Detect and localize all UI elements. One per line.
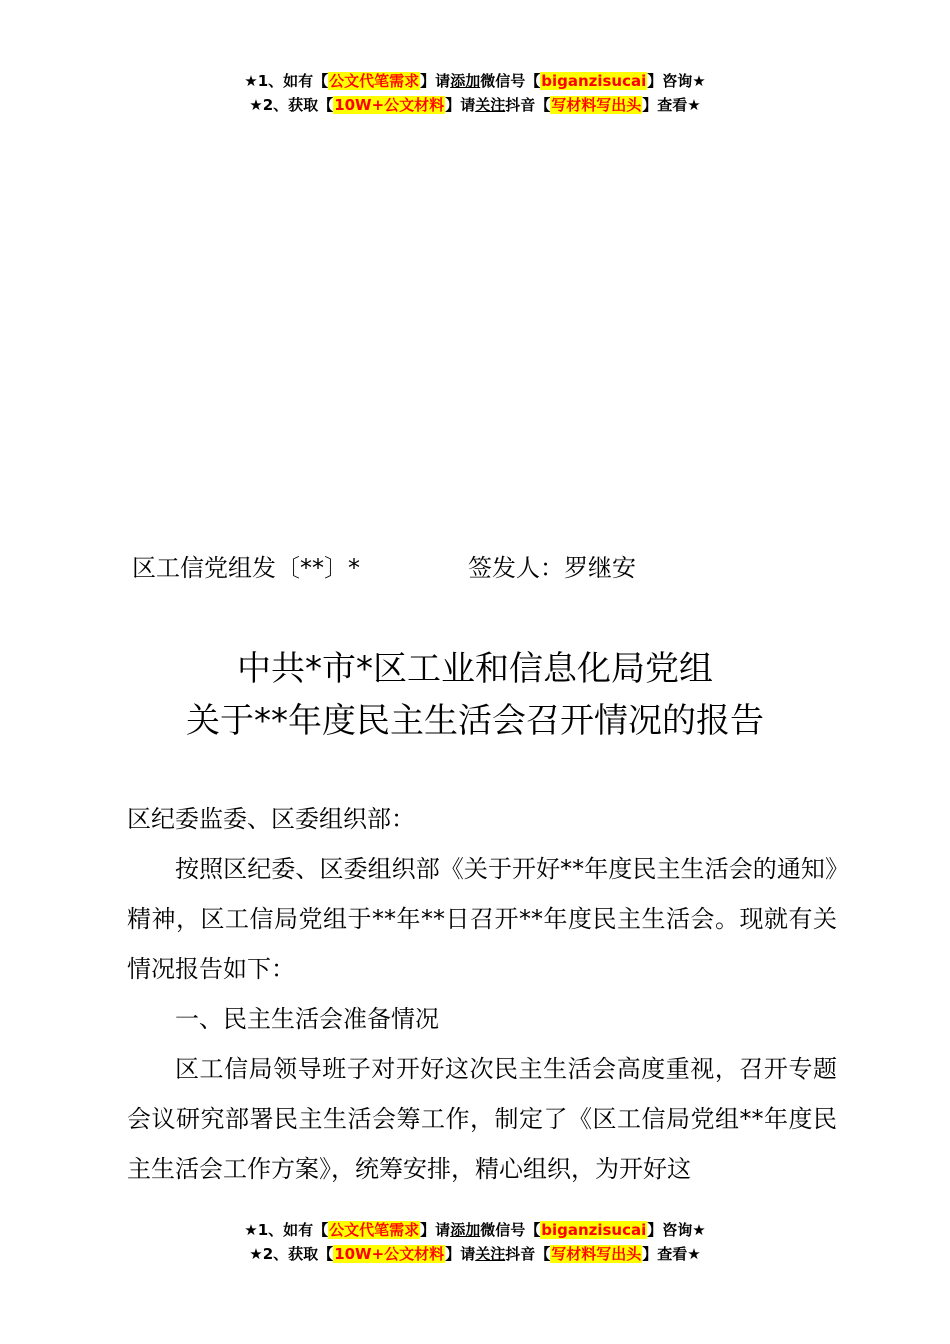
addressee: 区纪委监委、区委组织部： xyxy=(127,805,415,833)
banner-text: ★1、如有【 xyxy=(244,72,329,90)
document-number: 区工信党组发〔**〕* xyxy=(132,554,360,582)
banner-line-2 xyxy=(0,1242,950,1266)
paragraph: 按照区纪委、区委组织部《关于开好**年度民主生活会的通知》精神，区工信局党组于**年**日召开**年度民主生活会。现就有关情况报告如下： xyxy=(127,855,837,983)
banner-underline: 关注 xyxy=(475,96,506,114)
banner-text: 抖音【 xyxy=(505,1245,551,1263)
signer: 签发人：罗继安 xyxy=(468,554,636,582)
banner-text: 微信号【 xyxy=(480,1221,541,1239)
banner-text: 】请 xyxy=(420,1221,451,1239)
banner-text: 】请 xyxy=(445,1245,476,1263)
banner-underline: 关注 xyxy=(475,1245,506,1263)
paragraph: 区工信局领导班子对开好这次民主生活会高度重视，召开专题会议研究部署民主生活会筹工作，制定了《区工信局党组**年度民主生活会工作方案》，统筹安排，精心组织，为开好这 xyxy=(127,1055,837,1183)
banner-text: 】请 xyxy=(445,96,476,114)
banner-highlight: 写材料写出头 xyxy=(551,1245,642,1263)
banner-line-1 xyxy=(0,1218,950,1242)
title-line-2: 关于**年度民主生活会召开情况的报告 xyxy=(186,701,764,741)
banner-highlight: 10W+公文材料 xyxy=(334,96,445,114)
banner-highlight: 公文代笔需求 xyxy=(329,1221,420,1239)
banner-text: 】查看★ xyxy=(642,1245,701,1263)
banner-text: 】咨询★ xyxy=(647,1221,706,1239)
section-heading: 一、民主生活会准备情况 xyxy=(175,1005,439,1033)
document-title xyxy=(0,643,950,747)
title-line-1: 中共*市*区工业和信息化局党组 xyxy=(237,649,713,689)
document-body xyxy=(127,794,837,1194)
banner-text: ★1、如有【 xyxy=(244,1221,329,1239)
banner-highlight: biganzisucai xyxy=(541,72,647,90)
banner-highlight: 写材料写出头 xyxy=(551,96,642,114)
banner-text: 】查看★ xyxy=(642,96,701,114)
banner-line-2 xyxy=(0,93,950,117)
banner-underline: 添加 xyxy=(450,72,481,90)
top-banner xyxy=(0,69,950,117)
banner-underline: 添加 xyxy=(450,1221,481,1239)
banner-highlight: 公文代笔需求 xyxy=(329,72,420,90)
banner-text: 】请 xyxy=(420,72,451,90)
banner-text: ★2、获取【 xyxy=(249,96,334,114)
banner-text: 】咨询★ xyxy=(647,72,706,90)
banner-text: 抖音【 xyxy=(505,96,551,114)
banner-text: 微信号【 xyxy=(480,72,541,90)
banner-highlight: biganzisucai xyxy=(541,1221,647,1239)
banner-text: ★2、获取【 xyxy=(249,1245,334,1263)
bottom-banner xyxy=(0,1218,950,1266)
banner-line-1 xyxy=(0,69,950,93)
banner-highlight: 10W+公文材料 xyxy=(334,1245,445,1263)
